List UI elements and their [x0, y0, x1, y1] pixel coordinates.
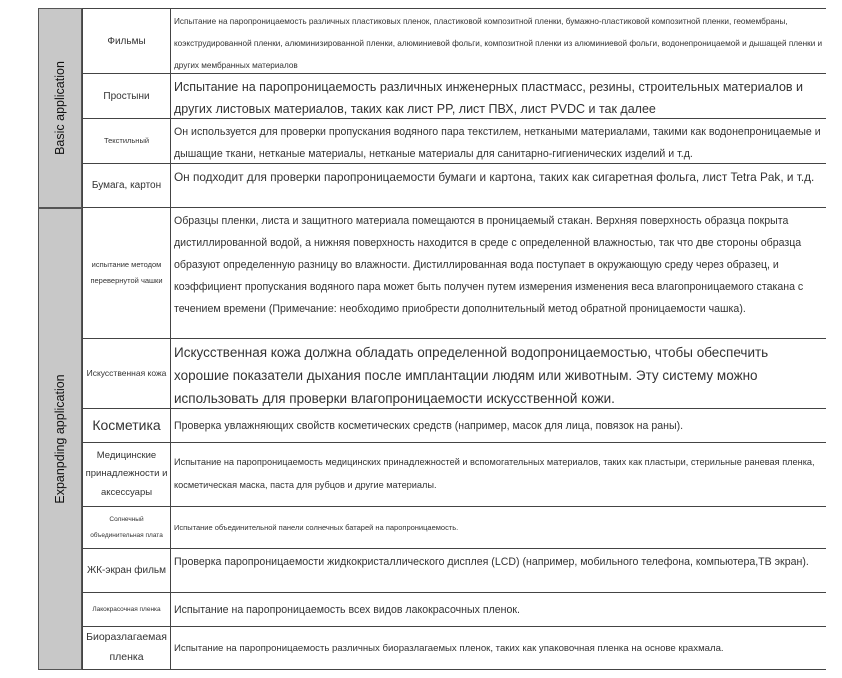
group-basic-application: [38, 8, 82, 208]
row-desc-biodegradable-film: Испытание на паропроницаемость различных биоразлагаемых пленок, таких как упаковочная пленка на основе крахмала.: [174, 643, 724, 654]
row-desc-inverted-cup: Образцы пленки, листа и защитного материала помещаются в проницаемый стакан. Верхняя поверхность образца покрыта дистиллированной водой, а нижняя поверхность находится в среде с определенной влажностью, так что две стороны образца образуют определенную разницу во влажности. Дистиллированная вода поступает в окружающую среду через образец, и коэффициент пропускания водяного пара может быть получен путем измерения изменения веса влагопроницаемого стакана с течением времени (Примечание: необходимо приобрести дополнительный метод обратной проницаемости чашка).: [174, 215, 804, 315]
row-desc-textile: Он используется для проверки пропускания водяного пара текстилем, неткаными материалами, такими как водонепроницаемые и дышащие ткани, нетканые материалы, нетканые материалы для санитарно-гигиенических изделий и т.д.: [174, 126, 821, 160]
table-row: [82, 549, 826, 593]
table-row: [82, 74, 826, 119]
row-desc-paper: Он подходит для проверки паропроницаемости бумаги и картона, таких как сигаретная фольга, лист Tetra Pak, и т.д.: [174, 170, 815, 184]
row-desc-medical: Испытание на паропроницаемость медицинских принадлежностей и вспомогательных материалов, таких как пластыри, стерильные раневая пленка, косметическая маска, паста для рубцов и другие материалы.: [174, 457, 815, 490]
row-desc-paint-film: Испытание на паропроницаемость всех видов лакокрасочных пленок.: [174, 604, 520, 616]
row-name-textile: Текстильный: [82, 119, 171, 163]
table-row: [82, 507, 826, 549]
group-expanding-application: [38, 208, 82, 670]
row-desc-artificial-skin: Искусственная кожа должна обладать определенной водопроницаемостью, чтобы обеспечить хорошие показатели дыхания после имплантации людям или животным. Эту систему можно использовать для проверки влагопроницаемости искусственной кожи.: [174, 345, 769, 406]
row-name-paper: Бумага, картон: [82, 164, 171, 207]
table-row: [82, 409, 826, 443]
row-name-films: Фильмы: [82, 9, 171, 73]
table-row: [82, 119, 826, 164]
row-name-sheets: Простыни: [82, 74, 171, 118]
row-desc-solar-backsheet: Испытание объединительной панели солнечных батарей на паропроницаемость.: [174, 523, 459, 532]
table-row: [82, 339, 826, 409]
table-row: [82, 208, 826, 339]
row-desc-films: Испытание на паропроницаемость различных пластиковых пленок, пластиковой композитной пленки, бумажно-пластиковой композитной пленки, геомембраны, коэкструдированной пленки, алюминизированной пленки, алюминиевой фольги, композитной пленки из алюминиевой фольги, водонепроницаемой и дышащей пленки и других мембранных материалов: [174, 17, 823, 70]
row-desc-cosmetics: Проверка увлажняющих свойств косметических средств (например, масок для лица, повязок на раны).: [174, 420, 684, 432]
row-name-solar-backsheet: Солнечный объединительная плата: [82, 507, 171, 548]
row-desc-sheets: Испытание на паропроницаемость различных инженерных пластмасс, резины, строительных материалов и других листовых материалов, таких как лист PP, лист ПВХ, лист PVDC и так далее: [174, 80, 804, 116]
application-table: [38, 8, 826, 670]
row-name-cosmetics: Косметика: [82, 409, 171, 442]
group-label-expanding: Expanpding application: [53, 374, 67, 504]
table-row: [82, 593, 826, 627]
table-row: [82, 443, 826, 507]
row-name-biodegradable-film: Биоразлагаемая пленка: [82, 627, 171, 669]
row-name-artificial-skin: Искусственная кожа: [82, 339, 171, 408]
table-row: [82, 627, 826, 670]
row-name-inverted-cup: испытание методом перевернутой чашки: [82, 208, 171, 338]
row-name-paint-film: Лакокрасочная пленка: [82, 593, 171, 626]
table-row: [82, 8, 826, 74]
row-name-lcd-film: ЖК-экран фильм: [82, 549, 171, 592]
row-name-medical: Медицинские принадлежности и аксессуары: [82, 443, 171, 506]
row-desc-lcd-film: Проверка паропроницаемости жидкокристаллического дисплея (LCD) (например, мобильного телефона, компьютера,ТВ экран).: [174, 556, 809, 568]
table-row: [82, 164, 826, 208]
group-label-basic: Basic application: [53, 61, 67, 155]
